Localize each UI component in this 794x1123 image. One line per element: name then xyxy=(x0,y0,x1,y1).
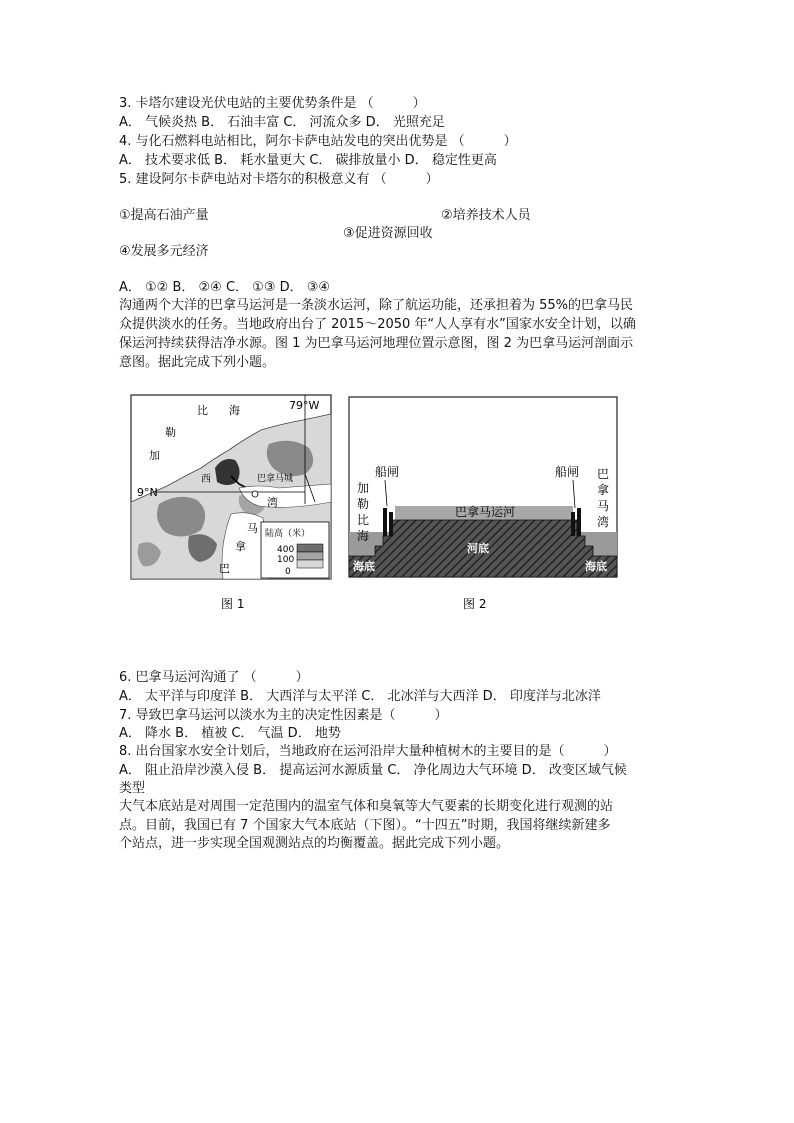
fig2-right-bay-char-1: 巴 xyxy=(597,467,610,481)
fig1-legend-100: 100 xyxy=(277,555,295,565)
passage1-line-2: 众提供淡水的任务。当地政府出台了 2015～2050 年“人人享有水”国家水安全计划，以确 xyxy=(119,317,636,332)
q8-options-line-2: 类型 xyxy=(119,781,146,796)
fig2-left-sea-char-3: 比 xyxy=(357,513,370,527)
fig1-sea-char-4: 加 xyxy=(149,449,160,462)
figure-2-section xyxy=(339,384,619,614)
passage1-line-4: 意图。据此完成下列小题。 xyxy=(119,355,276,370)
passage1-line-3: 保运河持续获得洁净水源。图 1 为巴拿马运河地理位置示意图，图 2 为巴拿马运河剖面示 xyxy=(119,336,634,351)
fig1-legend-400: 400 xyxy=(277,545,295,555)
fig2-left-sea-char-2: 勒 xyxy=(357,497,370,511)
fig1-bay-char-3: 拿 xyxy=(235,540,246,553)
passage2-line-1: 大气本底站是对周围一定范围内的温室气体和臭氧等大气要素的长期变化进行观测的站 xyxy=(119,799,614,814)
q3-options: A． 气候炎热 B． 石油丰富 C． 河流众多 D． 光照充足 xyxy=(119,115,445,130)
fig2-caption: 图 2 xyxy=(463,597,487,611)
figure-1-map xyxy=(119,384,339,614)
fig2-seabed-left-label: 海底 xyxy=(353,560,375,573)
passage2-line-2: 点。目前，我国已有 7 个国家大气本底站（下图）。“十四五”时期，我国将继续新建多 xyxy=(119,818,611,833)
q7-stem: 7. 导致巴拿马运河以淡水为主的决定性因素是（ ） xyxy=(119,708,448,723)
q5-options: A． ①② B． ②④ C． ①③ D． ③④ xyxy=(119,280,331,295)
fig2-seabed-right-label: 海底 xyxy=(585,560,607,573)
fig2-lock-right-label: 船闸 xyxy=(555,465,580,479)
fig1-lon-label: 79°W xyxy=(289,399,320,412)
fig1-lat-label: 9°N xyxy=(137,486,158,499)
fig2-left-sea-char-4: 海 xyxy=(357,529,370,543)
q3-stem: 3. 卡塔尔建设光伏电站的主要优势条件是 （ ） xyxy=(119,96,426,111)
fig1-caption: 图 1 xyxy=(221,597,245,611)
q6-options: A． 太平洋与印度洋 B． 大西洋与太平洋 C． 北冰洋与大西洋 D． 印度洋与北冰洋 xyxy=(119,689,601,704)
q5-item-2: ②培养技术人员 xyxy=(441,208,531,223)
fig2-right-bay-char-3: 马 xyxy=(597,499,610,513)
fig2-left-sea-char-1: 加 xyxy=(357,481,370,495)
passage1-line-1: 沟通两个大洋的巴拿马运河是一条淡水运河，除了航运功能，还承担着为 55%的巴拿马民 xyxy=(119,298,634,313)
q5-stem: 5. 建设阿尔卡萨电站对卡塔尔的积极意义有 （ ） xyxy=(119,172,439,187)
fig1-bay-char-2: 马 xyxy=(247,522,258,535)
fig2-lock-left-label: 船闸 xyxy=(375,465,400,479)
q4-options: A． 技术要求低 B． 耗水量更大 C． 碳排放量小 D． 稳定性更高 xyxy=(119,153,497,168)
q5-item-3: ③促进资源回收 xyxy=(343,226,433,241)
q5-item-4: ④发展多元经济 xyxy=(119,244,209,259)
q8-stem: 8. 出台国家水安全计划后，当地政府在运河沿岸大量种植树木的主要目的是（ ） xyxy=(119,744,617,759)
fig1-lake-label: 西 xyxy=(201,474,211,485)
q7-options: A． 降水 B． 植被 C． 气温 D． 地势 xyxy=(119,726,341,741)
fig1-bay-char-1: 湾 xyxy=(267,496,278,509)
passage2-line-3: 个站点，进一步实现全国观测站点的均衡覆盖。据此完成下列小题。 xyxy=(119,836,510,851)
q6-stem: 6. 巴拿马运河沟通了 （ ） xyxy=(119,670,309,685)
q5-item-1: ①提高石油产量 xyxy=(119,208,209,223)
fig1-city-label: 巴拿马城 xyxy=(257,474,294,484)
fig2-riverbed-label: 河底 xyxy=(467,542,489,555)
q4-stem: 4. 与化石燃料电站相比，阿尔卡萨电站发电的突出优势是 （ ） xyxy=(119,134,517,149)
q8-options-line-1: A． 阻止沿岸沙漠入侵 B． 提高运河水源质量 C． 净化周边大气环境 D． 改变区域气候 xyxy=(119,763,627,778)
fig1-legend-title: 陆高（米） xyxy=(265,529,311,539)
fig2-right-bay-char-2: 拿 xyxy=(597,483,610,497)
fig1-sea-char-3: 勒 xyxy=(165,426,176,439)
fig1-bay-char-4: 巴 xyxy=(219,562,230,575)
fig1-legend-0: 0 xyxy=(285,567,291,577)
fig1-sea-char-1: 比 xyxy=(197,404,208,417)
fig2-right-bay-char-4: 湾 xyxy=(597,515,610,529)
fig1-sea-char-2: 海 xyxy=(229,404,240,417)
fig2-canal-label: 巴拿马运河 xyxy=(455,505,516,519)
figures xyxy=(119,384,619,614)
